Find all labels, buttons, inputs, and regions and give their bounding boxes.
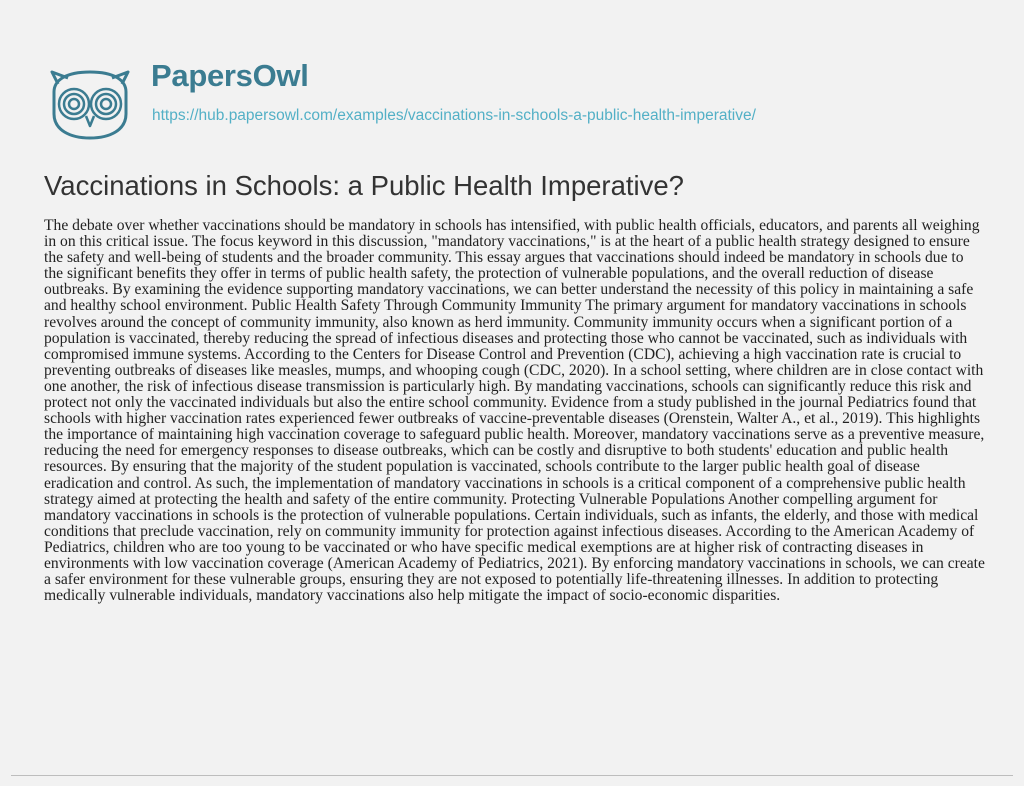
page-title: Vaccinations in Schools: a Public Health Imperative? (44, 170, 684, 201)
source-url-link[interactable]: https://hub.papersowl.com/examples/vaccinations-in-schools-a-public-health-imperative/ (152, 107, 756, 124)
footer-divider (11, 775, 1013, 776)
brand-name[interactable]: PapersOwl (151, 58, 309, 93)
owl-logo-icon[interactable] (44, 70, 136, 140)
essay-body-text: The debate over whether vaccinations should be mandatory in schools has intensified, with public health officials, educators, and parents all weighing in on this critical issue. The focus keyword in this discussion, "mandatory vaccinations," is at the heart of a public health strategy designed to ensure the safety and well-being of students and the broader community. This essay argues that vaccinations should indeed be mandatory in schools due to the significant benefits they offer in terms of public health safety, the protection of vulnerable populations, and the overall reduction of disease outbreaks. By examining the evidence supporting mandatory vaccinations, we can better understand the necessity of this policy in maintaining a safe and healthy school environment. Public Health Safety Through Community Immunity The primary argument for mandatory vaccinations in schools revolves around the concept of community immunity, also known as herd immunity. Community immunity occurs when a significant portion of a population is vaccinated, thereby reducing the spread of infectious diseases and protecting those who cannot be vaccinated, such as individuals with compromised immune systems. According to the Centers for Disease Control and Prevention (CDC), achieving a high vaccination rate is crucial to preventing outbreaks of diseases like measles, mumps, and whooping cough (CDC, 2020). In a school setting, where children are in close contact with one another, the risk of infectious disease transmission is particularly high. By mandating vaccinations, schools can significantly reduce this risk and protect not only the vaccinated individuals but also the entire school community. Evidence from a study published in the journal Pediatrics found that schools with higher vaccination rates experienced fewer outbreaks of vaccine-preventable diseases (Orenstein, Walter A., et al., 2019). This highlights the importance of maintaining high vaccination coverage to safeguard public health. Moreover, mandatory vaccinations serve as a preventive measure, reducing the need for emergency responses to disease outbreaks, which can be costly and disruptive to both students' education and public health resources. By ensuring that the majority of the student population is vaccinated, schools contribute to the larger public health goal of disease eradication and control. As such, the implementation of mandatory vaccinations in schools is a critical component of a comprehensive public health strategy aimed at protecting the health and safety of the entire community. Protecting Vulnerable Populations Another compelling argument for mandatory vaccinations in schools is the protection of vulnerable populations. Certain individuals, such as infants, the elderly, and those with medical conditions that preclude vaccination, rely on community immunity for protection against infectious diseases. According to the American Academy of Pediatrics, children who are too young to be vaccinated or who have specific medical exemptions are at higher risk of contracting diseases in environments with low vaccination coverage (American Academy of Pediatrics, 2021). By enforcing mandatory vaccinations in schools, we can create a safer environment for these vulnerable groups, ensuring they are not exposed to potentially life-threatening illnesses. In addition to protecting medically vulnerable individuals, mandatory vaccinations also help mitigate the impact of socio-economic disparities. (44, 217, 985, 605)
site-header (44, 60, 1004, 142)
